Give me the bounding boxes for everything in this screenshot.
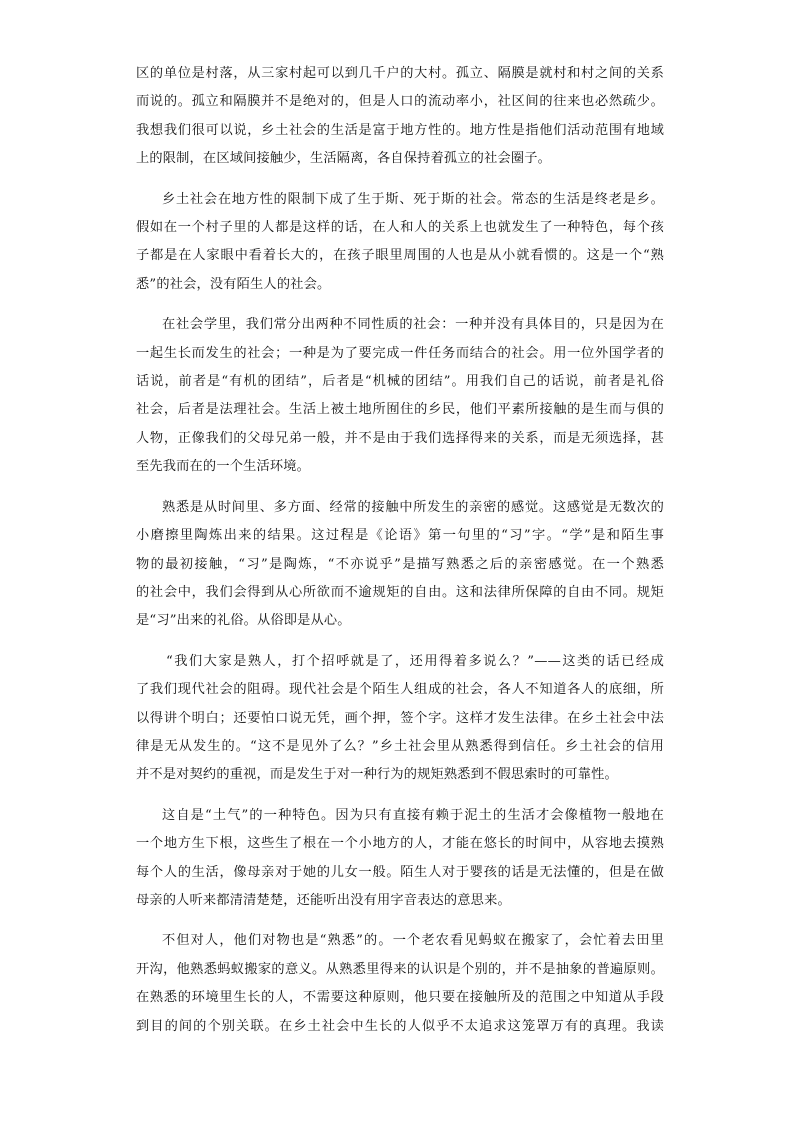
text-line: 我想我们很可以说，乡土社会的生活是富于地方性的。地方性是指他们活动范围有地域 <box>136 122 664 138</box>
text-line: 这自是“土气”的一种特色。因为只有直接有赖于泥土的生活才会像植物一般地在 <box>162 807 664 823</box>
paragraph <box>136 494 664 636</box>
text-line: 人物，正像我们的父母兄弟一般，并不是由于我们选择得来的关系，而是无须选择，甚 <box>136 430 664 446</box>
text-line: 小磨擦里陶炼出来的结果。这过程是《论语》第一句里的“习”字。“学”是和陌生事 <box>136 528 664 544</box>
text-line: 到目的间的个别关联。在乡土社会中生长的人似乎不太追求这笼罩万有的真理。我读 <box>136 1018 664 1034</box>
text-line: 物的最初接触，“习”是陶炼，“不亦说乎”是描写熟悉之后的亲密感觉。在一个熟悉 <box>136 556 664 572</box>
text-line: 悉”的社会，没有陌生人的社会。 <box>136 276 331 292</box>
paragraph <box>136 927 664 1041</box>
body-text <box>136 60 664 1053</box>
text-line: 不但对人，他们对物也是“熟悉”的。一个老农看见蚂蚁在搬家了，会忙着去田里 <box>162 933 664 949</box>
text-line: 每个人的生活，像母亲对于她的儿女一般。陌生人对于婴孩的话是无法懂的，但是在做 <box>136 864 664 880</box>
paragraph <box>136 802 664 916</box>
text-line: 区的单位是村落，从三家村起可以到几千户的大村。孤立、隔膜是就村和村之间的关系 <box>136 66 664 81</box>
text-line: 的社会中，我们会得到从心所欲而不逾规矩的自由。这和法律所保障的自由不同。规矩 <box>136 584 664 600</box>
paragraph <box>136 311 664 481</box>
paragraph <box>136 186 664 300</box>
text-line: 社会，后者是法理社会。生活上被土地所囿住的乡民，他们平素所接触的是生而与俱的 <box>136 402 664 418</box>
paragraph <box>136 648 664 790</box>
text-line: 并不是对契约的重视，而是发生于对一种行为的规矩熟悉到不假思索时的可靠性。 <box>136 767 618 783</box>
text-line: 熟悉是从时间里、多方面、经常的接触中所发生的亲密的感觉。这感觉是无数次的 <box>162 499 664 515</box>
text-line: 假如在一个村子里的人都是这样的话，在人和人的关系上也就发生了一种特色，每个孩 <box>136 220 664 236</box>
text-line: 话说，前者是“有机的团结”，后者是“机械的团结”。用我们自己的话说，前者是礼俗 <box>136 374 664 390</box>
text-line: 上的限制，在区域间接触少，生活隔离，各自保持着孤立的社会圈子。 <box>136 151 552 167</box>
text-line: “我们大家是熟人，打个招呼就是了，还用得着多说么？”——这类的话已经成 <box>166 653 664 669</box>
text-line: 开沟，他熟悉蚂蚁搬家的意义。从熟悉里得来的认识是个别的，并不是抽象的普遍原则。 <box>136 961 664 977</box>
text-line: 而说的。孤立和隔膜并不是绝对的，但是人口的流动率小，社区间的往来也必然疏少。 <box>136 94 664 110</box>
text-line: 在社会学里，我们常分出两种不同性质的社会：一种并没有具体目的，只是因为在 <box>162 317 664 333</box>
text-line: 至先我而在的一个生活环境。 <box>136 459 311 475</box>
paragraph <box>136 60 664 174</box>
text-line: 以得讲个明白；还要怕口说无凭，画个押，签个字。这样才发生法律。在乡土社会中法 <box>136 710 664 726</box>
text-line: 律是无从发生的。“这不是见外了么？”乡土社会里从熟悉得到信任。乡土社会的信用 <box>136 738 664 754</box>
text-line: 一个地方生下根，这些生了根在一个小地方的人，才能在悠长的时间中，从容地去摸熟 <box>136 836 664 852</box>
text-line: 在熟悉的环境里生长的人，不需要这种原则，他只要在接触所及的范围之中知道从手段 <box>136 990 664 1006</box>
text-line: 子都是在人家眼中看着长大的，在孩子眼里周围的人也是从小就看惯的。这是一个“熟 <box>136 248 664 264</box>
text-line: 了我们现代社会的阻碍。现代社会是个陌生人组成的社会，各人不知道各人的底细，所 <box>136 682 664 698</box>
text-line: 母亲的人听来都清清楚楚，还能听出没有用字音表达的意思来。 <box>136 892 511 908</box>
text-line: 是“习”出来的礼俗。从俗即是从心。 <box>136 613 351 629</box>
text-line: 乡土社会在地方性的限制下成了生于斯、死于斯的社会。常态的生活是终老是乡。 <box>162 191 664 207</box>
text-line: 一起生长而发生的社会；一种是为了要完成一件任务而结合的社会。用一位外国学者的 <box>136 345 664 361</box>
